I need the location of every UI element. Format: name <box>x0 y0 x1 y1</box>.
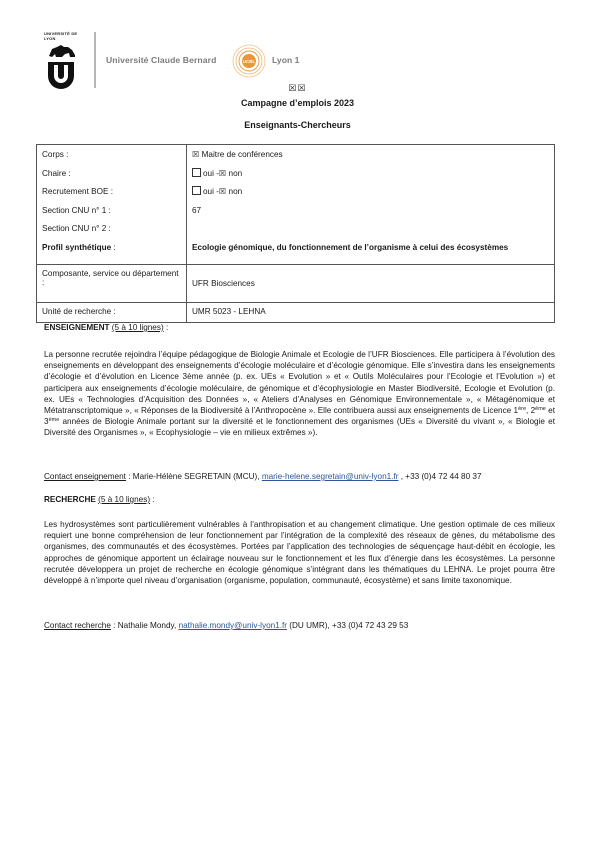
unite-label: Unité de recherche : <box>37 303 187 323</box>
boe-value-line <box>192 186 549 205</box>
enseignement-heading: ENSEIGNEMENT <box>44 323 110 332</box>
recherche-length-note: (5 à 10 lignes) <box>98 495 151 504</box>
contact-recherche-name: Nathalie Mondy, <box>117 621 179 630</box>
page-subtitle: Enseignants-Chercheurs <box>244 120 351 130</box>
ucbl-circle-logo <box>232 44 266 78</box>
values-cell <box>187 145 555 265</box>
contact-enseignement-line <box>44 471 555 483</box>
enseignement-heading-line <box>44 322 555 334</box>
labels-cell <box>37 145 187 265</box>
boe-value: oui -☒ non <box>203 187 243 196</box>
recherche-heading: RECHERCHE <box>44 495 96 504</box>
composante-label: Composante, service ou département : <box>37 265 187 303</box>
enseignement-colon: : <box>163 323 169 332</box>
table-row-composante <box>37 265 555 303</box>
contact-recherche-phone: (DU UMR), +33 (0)4 72 43 29 53 <box>287 621 409 630</box>
universite-de-lyon-logo <box>44 32 84 90</box>
info-table <box>36 144 555 323</box>
sep-2: et 3 <box>44 406 555 427</box>
university-lyon1: Lyon 1 <box>272 55 300 65</box>
corps-value: ☒ Maitre de conférences <box>192 150 283 159</box>
boe-oui-checkbox[interactable] <box>192 186 201 195</box>
cnu2-value <box>192 223 549 242</box>
enseignement-paragraph <box>44 349 555 439</box>
contact-recherche-sep: : <box>110 621 118 630</box>
contact-enseignement-email-link[interactable]: marie-helene.segretain@univ-lyon1.fr <box>261 472 399 481</box>
checkbox-marks: ☒☒ <box>288 83 307 93</box>
table-row-main <box>37 145 555 265</box>
unite-value: UMR 5023 - LEHNA <box>187 303 555 323</box>
profil-label: Profil synthétique <box>42 242 112 252</box>
contact-enseignement-label: Contact enseignement <box>44 472 126 481</box>
header-divider <box>94 32 96 88</box>
sup-3: ème <box>48 417 60 424</box>
profil-label-line <box>42 242 181 261</box>
ucbl-circle-text: UCBL <box>242 59 256 64</box>
sup-1: ère <box>518 406 527 413</box>
table-row-unite <box>37 303 555 323</box>
enseignement-length-note: (5 à 10 lignes) <box>111 323 164 332</box>
university-name: Université Claude Bernard <box>106 55 217 65</box>
chaire-label: Chaire : <box>42 168 71 178</box>
chaire-value: oui -☒ non <box>203 168 243 178</box>
cnu1-label: Section CNU n° 1 : <box>42 205 111 215</box>
cnu2-label: Section CNU n° 2 : <box>42 224 111 233</box>
contact-recherche-email-link[interactable]: nathalie.mondy@univ-lyon1.fr <box>178 621 288 630</box>
recherche-heading-line <box>44 494 555 506</box>
chaire-value-line <box>192 168 549 187</box>
boe-label: Recrutement BOE : <box>42 187 113 196</box>
recherche-paragraph: Les hydrosystèmes sont particulièrement vulnérables à l’anthropisation et au changement climatique. Une gestion optimale de ces milieux requiert une bonne compréhension de leur fonctionnement par l’intégration de la complexité des réseaux de gènes, du métabolisme des organismes, des communautés et des écosystèmes. Portées par l’application des technologies de séquençage haut-débit en écologie, les approches de génomique apportent un éclairage nouveau sur le fonctionnement et les flux d’énergie dans les écosystèmes. La personne recrutée développera un projet de recherche en écologie génomique s’intégrant dans les thématiques du LEHNA. Le projet pourra être développé à n’importe quel niveau d’organisation (organisme, population, communauté, écosystème) et sans limite taxonomique. <box>44 520 555 586</box>
cnu1-value: 67 <box>192 205 202 215</box>
composante-value: UFR Biosciences <box>187 265 555 303</box>
profil-colon: : <box>111 242 116 252</box>
lyon-logo-text: UNIVERSITÉ DE LYON <box>44 31 78 41</box>
contact-recherche-label: Contact recherche <box>44 621 111 630</box>
chaire-oui-checkbox[interactable] <box>192 168 201 177</box>
recherche-colon: : <box>150 495 155 504</box>
enseignement-text-2: années de Biologie Animale portant sur la diversité et le fonctionnement des organismes (UEs « Diversité du vivant », « Biologie et Diversité des Organismes », « Ecophysiologie – vie en milieux extrêmes »). <box>44 417 555 438</box>
corps-label: Corps : <box>42 150 69 159</box>
contact-enseignement-phone: , +33 (0)4 72 44 80 37 <box>398 472 482 481</box>
contact-recherche-line <box>44 620 555 632</box>
contact-enseignement-name: : Marie-Hélène SEGRETAIN (MCU), <box>125 472 262 481</box>
page-title: Campagne d’emplois 2023 <box>240 98 355 108</box>
sup-2: ème <box>535 406 546 413</box>
sep-1: , 2 <box>526 406 536 416</box>
lion-icon <box>48 44 76 58</box>
enseignement-text-1: La personne recrutée rejoindra l’équipe pédagogique de Biologie Animale et Ecologie de l’UFR Biosciences. Elle participera à l’évolution des enseignements en développant des enseignements d’écologie moléculaire et d’écologie génomique. Elle s’investira dans les enseignements d’écologie et d’évolution en Licence 3ème année (p. ex. UEs « Evolution » et « Outils Moléculaires pour l’Ecologie et l’Evolution ») et participera aux enseignements d’écologie moléculaire, de génomique et d’écophysiologie en Master Biodiversité, Ecologie et Evolution (p. ex. UEs « Technologies d’Acquisition des Données », « Ateliers d’Analyses en Génomique Environnementale », « Métagénomique et Métatranscriptomique », « Réponses de la Biodiversité à l’Anthropocène ». Elle contribuera aussi aux enseignements de Licence 1 <box>44 350 555 416</box>
profil-value: Ecologie génomique, du fonctionnement de l’organisme à celui des écosystèmes <box>192 242 509 252</box>
